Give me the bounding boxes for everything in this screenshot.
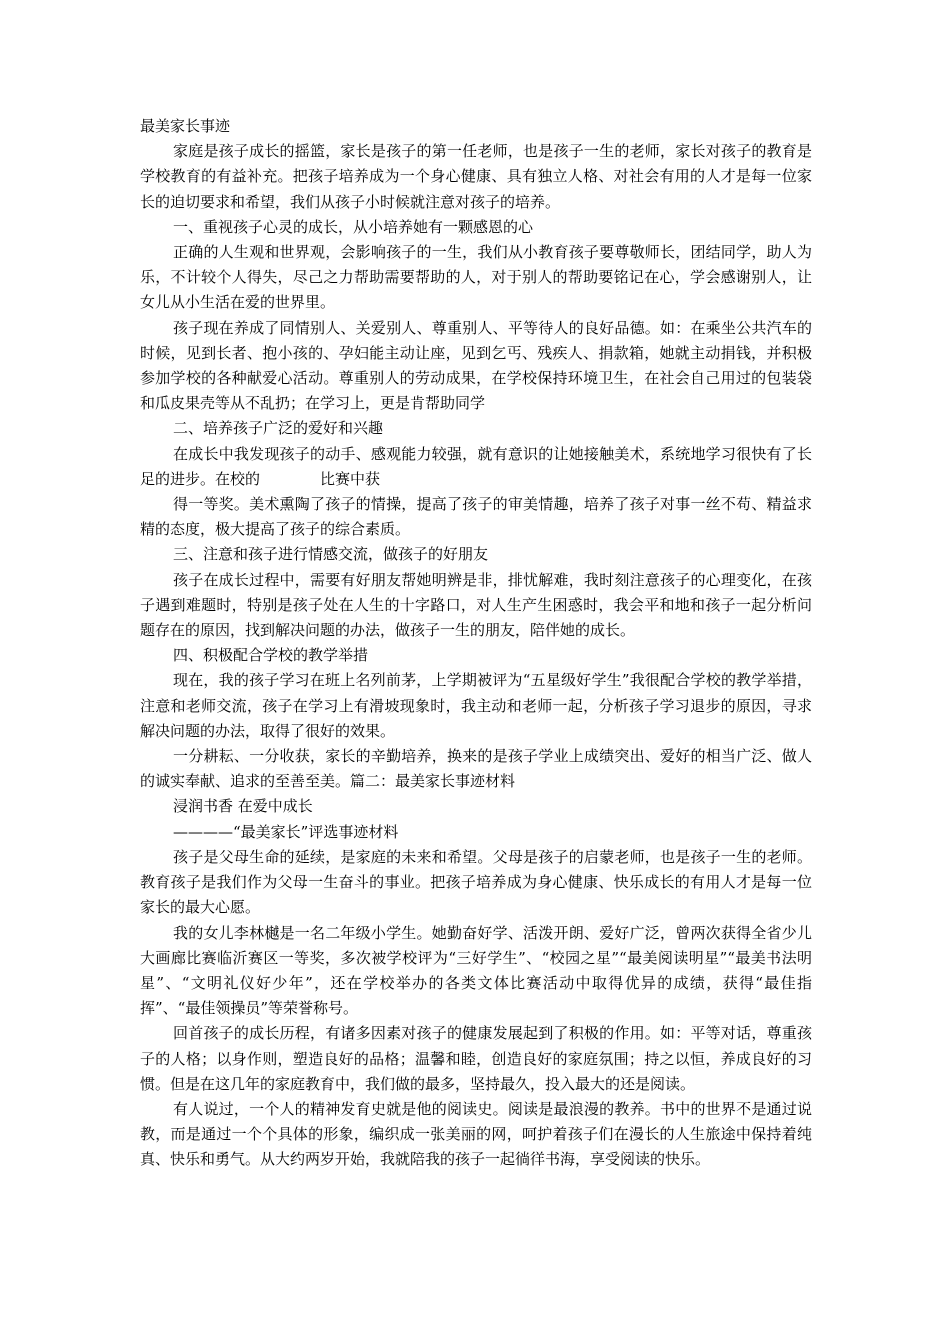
section-heading: 一、重视孩子心灵的成长，从小培养她有一颗感恩的心: [173, 217, 534, 236]
subtitle: 浸润书香 在爱中成长: [173, 797, 313, 816]
section-heading: 二、培养孩子广泛的爱好和兴趣: [173, 419, 384, 438]
paragraph: 我的女儿李林樾是一名二年级小学生。她勤奋好学、活泼开朗、爱好广泛，曾两次获得全省少儿大画廊比赛临沂赛区一等奖，多次被学校评为“三好学生”、“校园之星”“最美阅读明星”“最美书法明星”、“文明礼仪好少年”，还在学校举办的各类文体比赛活动中取得优异的成绩，获得“最佳指挥”、“最佳领操员”等荣誉称号。: [140, 923, 812, 1018]
paragraph: 孩子在成长过程中，需要有好朋友帮她明辨是非，排忧解难，我时刻注意孩子的心理变化，在孩子遇到难题时，特别是孩子处在人生的十字路口，对人生产生困惑时，我会平和地和孩子一起分析问题存在的原因，找到解决问题的办法，做孩子一生的朋友，陪伴她的成长。: [140, 570, 812, 640]
paragraph: 现在，我的孩子学习在班上名列前茅，上学期被评为“五星级好学生”我很配合学校的教学举措，注意和老师交流，孩子在学习上有滑坡现象时，我主动和老师一起，分析孩子学习退步的原因，寻求解决问题的办法，取得了很好的效果。: [140, 671, 812, 740]
paragraph: 正确的人生观和世界观，会影响孩子的一生，我们从小教育孩子要尊敬师长，团结同学，助人为乐，不计较个人得失，尽己之力帮助需要帮助的人，对于别人的帮助要铭记在心，学会感谢别人，让女儿从小生活在爱的世界里。: [140, 243, 812, 312]
paragraph-part: 比赛中获: [320, 469, 381, 488]
paragraph: 孩子是父母生命的延续，是家庭的未来和希望。父母是孩子的启蒙老师，也是孩子一生的老师。教育孩子是我们作为父母一生奋斗的事业。把孩子培养成为身心健康、快乐成长的有用人才是每一位家长的最大心愿。: [140, 847, 812, 917]
section-heading: 三、注意和孩子进行情感交流，做孩子的好朋友: [173, 545, 489, 564]
paragraph: 孩子现在养成了同情别人、关爱别人、尊重别人、平等待人的良好品德。如：在乘坐公共汽车的时候，见到长者、抱小孩的、孕妇能主动让座，见到乞丐、残疾人、捐款箱，她就主动捐钱，并积极参加学校的各种献爱心活动。尊重别人的劳动成果，在学校保持环境卫生，在社会自己用过的包装袋和瓜皮果壳等从不乱扔；在学习上，更是肯帮助同学: [140, 318, 812, 413]
paragraph: 一分耕耘、一分收获，家长的辛勤培养，换来的是孩子学业上成绩突出、爱好的相当广泛、做人的诚实奉献、追求的至善至美。篇二：最美家长事迹材料: [140, 747, 812, 791]
paragraph: [140, 442, 812, 492]
paragraph: 家庭是孩子成长的摇篮，家长是孩子的第一任老师，也是孩子一生的老师，家长对孩子的教育是学校教育的有益补充。把孩子培养成为一个身心健康、具有独立人格、对社会有用的人才是每一位家长的迫切要求和希望，我们从孩子小时候就注意对孩子的培养。: [140, 142, 812, 211]
paragraph: 有人说过，一个人的精神发育史就是他的阅读史。阅读是最浪漫的教养。书中的世界不是通过说教，而是通过一个个具体的形象，编织成一张美丽的网，呵护着孩子们在漫长的人生旅途中保持着纯真、快乐和勇气。从大约两岁开始，我就陪我的孩子一起徜徉书海，享受阅读的快乐。: [140, 1099, 812, 1169]
subtitle-line: ————“最美家长”评选事迹材料: [173, 822, 399, 841]
document-page: [140, 114, 812, 1173]
document-title: 最美家长事迹: [140, 117, 231, 135]
paragraph: 得一等奖。美术熏陶了孩子的情操，提高了孩子的审美情趣，培养了孩子对事一丝不苟、精益求精的态度，极大提高了孩子的综合素质。: [140, 495, 812, 539]
section-heading: 四、积极配合学校的教学举措: [173, 646, 369, 665]
paragraph: 回首孩子的成长历程，有诸多因素对孩子的健康发展起到了积极的作用。如：平等对话，尊重孩子的人格；以身作则，塑造良好的品格；温馨和睦，创造良好的家庭氛围；持之以恒，养成良好的习惯。但是在这几年的家庭教育中，我们做的最多，坚持最久，投入最大的还是阅读。: [140, 1024, 812, 1093]
paragraph-part: 在成长中我发现孩子的动手、感观能力较强，就有意识的让她接触美术，系统地学习很快有了长足的进步。在校的: [140, 444, 812, 488]
